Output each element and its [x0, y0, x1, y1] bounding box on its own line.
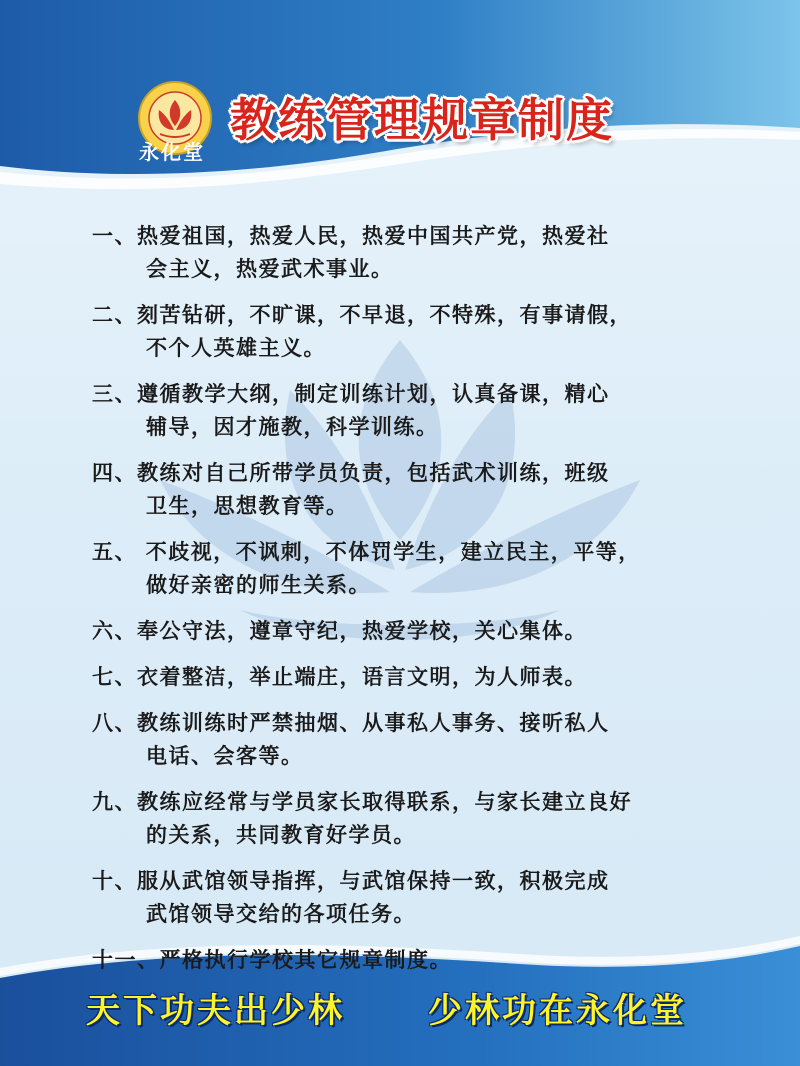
rule-line: 二、刻苦钻研，不旷课，不早退，不特殊，有事请假， — [92, 303, 632, 327]
rule-line: 不个人英雄主义。 — [146, 336, 326, 360]
rule-item — [92, 944, 752, 977]
rule-line: 三、遵循教学大纲，制定训练计划，认真备课，精心 — [92, 382, 610, 406]
rule-line: 十、服从武馆领导指挥，与武馆保持一致，积极完成 — [92, 869, 610, 893]
rule-line: 做好亲密的师生关系。 — [146, 573, 371, 597]
rule-item — [92, 615, 752, 648]
rule-line: 一、热爱祖国，热爱人民，热爱中国共产党，热爱社 — [92, 224, 610, 248]
rule-item — [92, 457, 752, 523]
rule-line: 十一、严格执行学校其它规章制度。 — [92, 948, 452, 972]
rule-item — [92, 661, 752, 694]
rule-item — [92, 786, 752, 852]
rule-item — [92, 299, 752, 365]
rule-line: 四、教练对自己所带学员负责，包括武术训练，班级 — [92, 461, 610, 485]
rule-line: 七、衣着整洁，举止端庄，语言文明，为人师表。 — [92, 665, 587, 689]
rule-line: 电话、会客等。 — [146, 744, 304, 768]
rule-item — [92, 536, 752, 602]
logo-text: 永化堂 — [139, 140, 205, 164]
rule-line: 武馆领导交给的各项任务。 — [146, 902, 416, 926]
rule-line: 六、奉公守法，遵章守纪，热爱学校，关心集体。 — [92, 619, 587, 643]
rule-line: 九、教练应经常与学员家长取得联系，与家长建立良好 — [92, 790, 632, 814]
rule-line: 卫生，思想教育等。 — [146, 494, 349, 518]
rule-line: 辅导，因才施教，科学训练。 — [146, 415, 439, 439]
rules-list — [92, 220, 752, 990]
rule-line: 的关系，共同教育好学员。 — [146, 823, 416, 847]
rule-item — [92, 865, 752, 931]
rule-line: 八、教练训练时严禁抽烟、从事私人事务、接听私人 — [92, 711, 610, 735]
rule-line: 会主义，热爱武术事业。 — [146, 257, 394, 281]
rule-item — [92, 220, 752, 286]
slogan-right: 少林功在永化堂 — [428, 991, 687, 1031]
rule-item — [92, 378, 752, 444]
rule-item — [92, 707, 752, 773]
page-title: 教练管理规章制度 — [230, 93, 614, 147]
slogan-left: 天下功夫出少林 — [86, 991, 345, 1031]
rule-line: 五、 不歧视，不讽刺，不体罚学生，建立民主，平等， — [92, 540, 641, 564]
